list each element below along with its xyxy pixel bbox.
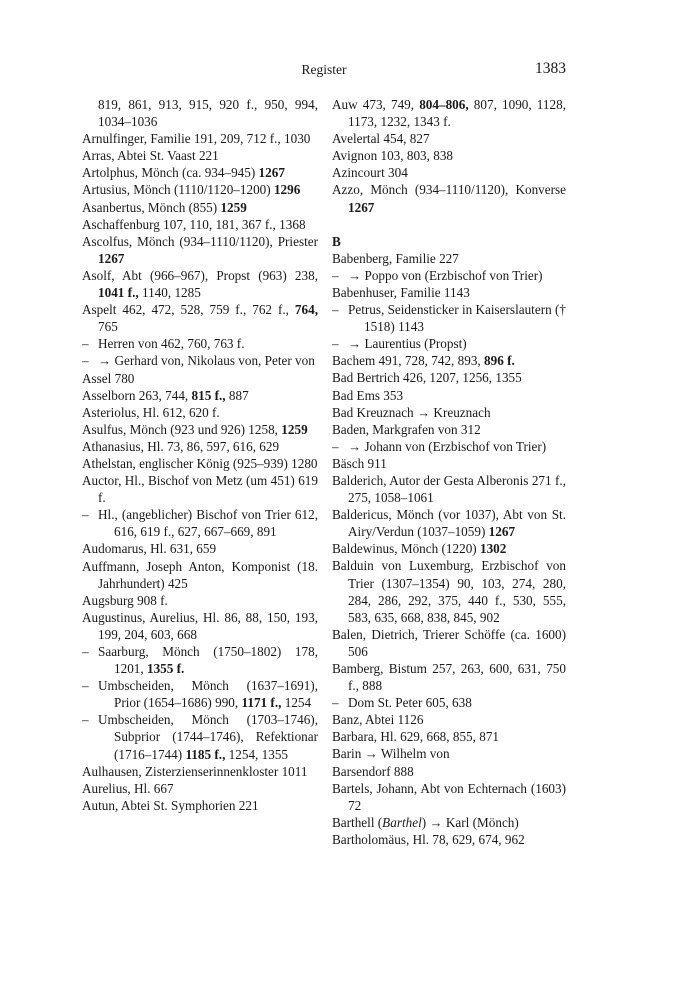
index-entry xyxy=(332,352,566,369)
section-letter xyxy=(332,216,566,250)
running-head: Register xyxy=(301,62,347,77)
index-subentry xyxy=(332,301,566,335)
index-entry xyxy=(82,592,318,609)
entry-text: Dom St. Peter 605, 638 xyxy=(348,695,472,711)
index-subentry xyxy=(82,711,318,762)
index-entry xyxy=(332,455,566,472)
entry-text: Saarburg, Mönch (1750–1802) 178, 1201, xyxy=(98,644,318,677)
index-entry xyxy=(332,728,566,745)
entry-text: Artusius, Mönch (1110/1120–1200) xyxy=(82,182,274,198)
index-entry xyxy=(332,660,566,694)
index-entry xyxy=(332,284,566,301)
index-entry xyxy=(332,130,566,147)
index-subentry xyxy=(332,335,566,352)
index-subentry xyxy=(82,335,318,352)
index-entry xyxy=(82,472,318,506)
index-entry xyxy=(332,506,566,540)
index-entry xyxy=(332,711,566,728)
entry-text: Auw 473, 749, xyxy=(332,97,420,112)
main-page-ref: 1267 xyxy=(258,165,285,181)
entry-text: B xyxy=(332,233,341,249)
entry-text: Barthel xyxy=(382,814,422,830)
index-entry xyxy=(82,199,318,216)
main-page-ref: 1041 f., xyxy=(98,285,139,301)
entry-text: Balduin von Luxemburg, Erzbischof von Trier (1307–1354) 90, 103, 274, 280, 284, 286, 292, 375, 440 f., 530, 555, 583, 635, 668, 838, 845, 902 xyxy=(332,558,566,625)
index-entry xyxy=(82,233,318,267)
main-page-ref: 815 f., xyxy=(191,387,226,403)
entry-text: Asulfus, Mönch (923 und 926) 1258, xyxy=(82,421,282,437)
entry-text: → Poppo von (Erzbischof von Trier) xyxy=(348,267,543,283)
entry-text: Baden, Markgrafen von 312 xyxy=(332,421,481,437)
entry-text: Baldericus, Mönch (vor 1037), Abt von St. Airy/Verdun (1037–1059) xyxy=(332,507,566,540)
entry-text: Bartels, Johann, Abt von Echternach (1603) 72 xyxy=(332,780,566,813)
entry-text: Asteriolus, Hl. 612, 620 f. xyxy=(82,404,220,420)
entry-text: Bad Ems 353 xyxy=(332,387,404,403)
index-subentry xyxy=(332,694,566,711)
entry-text: Ascolfus, Mönch (934–1110/1120), Priester xyxy=(82,233,318,249)
index-entry xyxy=(332,181,566,215)
index-entry xyxy=(82,421,318,438)
entry-text: Asselborn 263, 744, xyxy=(82,387,192,403)
entry-text: Aspelt 462, 472, 528, 759 f., 762 f., xyxy=(82,302,295,318)
index-column-right xyxy=(332,96,566,848)
entry-text: Banz, Abtei 1126 xyxy=(332,712,424,728)
entry-text: Baldewinus, Mönch (1220) xyxy=(332,541,480,557)
entry-text: Azzo, Mönch (934–1110/1120), Konverse xyxy=(332,182,566,198)
index-entry xyxy=(82,540,318,557)
subentry-dash: – xyxy=(332,267,339,283)
index-entry xyxy=(332,164,566,181)
main-page-ref: 804–806, xyxy=(419,97,469,112)
index-entry xyxy=(332,387,566,404)
main-page-ref: 1267 xyxy=(98,250,125,266)
entry-text: Augustinus, Aurelius, Hl. 86, 88, 150, 193, 199, 204, 603, 668 xyxy=(82,609,318,642)
main-page-ref: 1302 xyxy=(479,541,507,557)
index-entry xyxy=(82,96,318,130)
entry-text: Asanbertus, Mönch (855) xyxy=(82,199,221,215)
entry-text: Avignon 103, 803, 838 xyxy=(332,148,454,164)
entry-text: Barbara, Hl. 629, 668, 855, 871 xyxy=(332,729,500,745)
index-entry xyxy=(82,438,318,455)
index-entry xyxy=(332,780,566,814)
entry-text: Aurelius, Hl. 667 xyxy=(82,780,174,796)
entry-text: Umbscheiden, Mönch (1637–1691), Prior (1654–1686) 990, xyxy=(98,678,318,711)
subentry-dash: – xyxy=(332,438,339,454)
main-page-ref: 1259 xyxy=(281,421,308,437)
index-entry xyxy=(332,763,566,780)
index-entry xyxy=(82,370,318,387)
entry-text: Auctor, Hl., Bischof von Metz (um 451) 619 f. xyxy=(82,473,318,506)
main-page-ref: 1259 xyxy=(220,199,247,215)
index-entry xyxy=(332,745,566,762)
index-entry xyxy=(82,387,318,404)
entry-text: Assel 780 xyxy=(82,370,135,386)
index-entry xyxy=(332,369,566,386)
main-page-ref: 1171 f., xyxy=(241,695,282,711)
entry-text: Bäsch 911 xyxy=(332,455,387,471)
index-entry xyxy=(332,147,566,164)
entry-text: Umbscheiden, Mönch (1703–1746), Subprior (1744–1746), Refektionar (1716–1744) xyxy=(98,712,318,762)
entry-text: Barin → Wilhelm von xyxy=(332,746,450,762)
entry-text: Avelertal 454, 827 xyxy=(332,131,430,147)
index-entry xyxy=(82,455,318,472)
entry-text: → Laurentius (Propst) xyxy=(348,336,467,352)
entry-text: Arnulfinger, Familie 191, 209, 712 f., 1030 xyxy=(82,131,311,147)
entry-text: 1254, 1355 xyxy=(225,746,289,762)
entry-text: Artolphus, Mönch (ca. 934–945) xyxy=(82,165,259,181)
subentry-dash: – xyxy=(82,353,89,369)
page-number: 1383 xyxy=(535,60,566,77)
entry-text: Hl., (angeblicher) Bischof von Trier 612, 616, 619 f., 627, 667–669, 891 xyxy=(98,507,318,540)
index-entry xyxy=(332,472,566,506)
entry-text: → Gerhard von, Nikolaus von, Peter von xyxy=(98,353,315,369)
entry-text: 819, 861, 913, 915, 920 f., 950, 994, 1034–1036 xyxy=(98,97,318,130)
index-entry xyxy=(82,181,318,198)
index-entry xyxy=(82,780,318,797)
entry-text: Bad Kreuznach → Kreuznach xyxy=(332,404,491,420)
index-entry xyxy=(82,609,318,643)
index-column-left xyxy=(82,96,318,814)
subentry-dash: – xyxy=(332,336,339,352)
entry-text: Asolf, Abt (966–967), Propst (963) 238, xyxy=(82,267,318,283)
entry-text: 1254 xyxy=(281,695,312,711)
subentry-dash: – xyxy=(82,507,89,523)
index-entry xyxy=(82,558,318,592)
page-header xyxy=(82,60,566,82)
entry-text: Barsendorf 888 xyxy=(332,763,414,779)
index-entry xyxy=(332,250,566,267)
entry-text: 1140, 1285 xyxy=(138,285,201,301)
main-page-ref: 1185 f., xyxy=(185,746,226,762)
entry-text: Athelstan, englischer König (925–939) 1280 xyxy=(82,455,318,471)
entry-text: 765 xyxy=(98,319,118,335)
index-entry xyxy=(82,147,318,164)
entry-text: Bachem 491, 728, 742, 893, xyxy=(332,353,485,369)
index-subentry xyxy=(332,267,566,284)
subentry-dash: – xyxy=(332,302,339,318)
main-page-ref: 764, xyxy=(294,302,318,318)
index-entry xyxy=(82,404,318,421)
index-entry xyxy=(82,216,318,233)
index-subentry xyxy=(82,352,318,369)
subentry-dash: – xyxy=(82,712,89,728)
entry-text: Athanasius, Hl. 73, 86, 597, 616, 629 xyxy=(82,438,280,454)
main-page-ref: 1267 xyxy=(488,524,516,540)
entry-text: Aulhausen, Zisterzienserinnenkloster 1011 xyxy=(82,763,308,779)
subentry-dash: – xyxy=(82,336,89,352)
index-entry xyxy=(332,814,566,831)
index-subentry xyxy=(332,438,566,455)
index-entry xyxy=(82,763,318,780)
main-page-ref: 896 f. xyxy=(484,353,515,369)
entry-text: Barthell ( xyxy=(332,814,383,830)
entry-text: Balderich, Autor der Gesta Alberonis 271 f., 275, 1058–1061 xyxy=(332,472,566,506)
index-subentry xyxy=(82,643,318,677)
entry-text: Audomarus, Hl. 631, 659 xyxy=(82,541,217,557)
entry-text: Auffmann, Joseph Anton, Komponist (18. Jahrhundert) 425 xyxy=(82,558,318,591)
index-entry xyxy=(332,831,566,848)
entry-text: Babenhuser, Familie 1143 xyxy=(332,284,470,300)
index-entry xyxy=(82,301,318,335)
entry-text: Bartholomäus, Hl. 78, 629, 674, 962 xyxy=(332,831,525,847)
index-entry xyxy=(82,267,318,301)
index-entry xyxy=(82,797,318,814)
main-page-ref: 1355 f. xyxy=(146,661,185,677)
entry-text: Augsburg 908 f. xyxy=(82,592,168,608)
index-entry xyxy=(82,130,318,147)
index-entry xyxy=(332,540,566,557)
index-entry xyxy=(332,404,566,421)
subentry-dash: – xyxy=(82,644,89,659)
entry-text: Babenberg, Familie 227 xyxy=(332,250,459,266)
index-subentry xyxy=(82,677,318,711)
entry-text: Balen, Dietrich, Trierer Schöffe (ca. 1600) 506 xyxy=(332,626,566,659)
index-entry xyxy=(82,164,318,181)
main-page-ref: 1267 xyxy=(348,199,375,215)
index-entry xyxy=(332,557,566,625)
entry-text: Arras, Abtei St. Vaast 221 xyxy=(82,148,219,164)
entry-text: Aschaffenburg 107, 110, 181, 367 f., 1368 xyxy=(82,216,306,232)
entry-text: ) → Karl (Mönch) xyxy=(421,814,519,830)
index-entry xyxy=(332,626,566,660)
entry-text: Autun, Abtei St. Symphorien 221 xyxy=(82,797,259,813)
index-subentry xyxy=(82,506,318,540)
subentry-dash: – xyxy=(332,695,339,711)
entry-text: Petrus, Seidensticker in Kaiserslautern († 1518) 1143 xyxy=(348,302,566,335)
main-page-ref: 1296 xyxy=(273,182,301,198)
entry-text: Herren von 462, 760, 763 f. xyxy=(98,336,245,352)
subentry-dash: – xyxy=(82,678,89,694)
index-entry xyxy=(332,421,566,438)
entry-text: 807, 1090, 1128, 1173, 1232, 1343 f. xyxy=(348,97,566,130)
entry-text: → Johann von (Erzbischof von Trier) xyxy=(348,438,547,454)
entry-text: 887 xyxy=(225,387,249,403)
entry-text: Bad Bertrich 426, 1207, 1256, 1355 xyxy=(332,370,522,386)
entry-text: Azincourt 304 xyxy=(332,165,408,181)
index-entry xyxy=(332,96,566,130)
entry-text: Bamberg, Bistum 257, 263, 600, 631, 750 f., 888 xyxy=(332,661,566,694)
